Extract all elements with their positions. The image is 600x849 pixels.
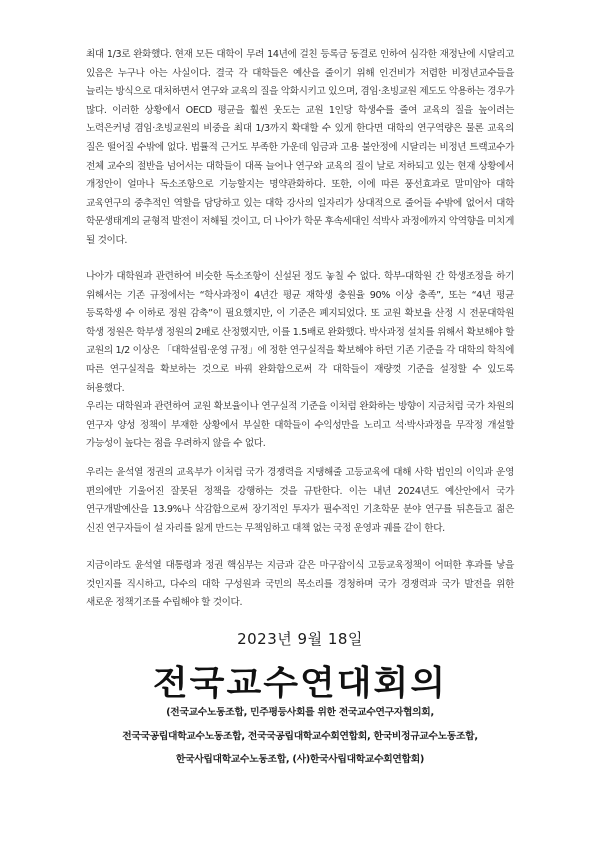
body-paragraph-5: 지금이라도 윤석열 대통령과 정권 핵심부는 지금과 같은 마구잡이식 고등교육정책이 어떠한 후과를 낳을 것인지를 직시하고, 다수의 대학 구성원과 국민의 목소리를 경청하며 국가 경쟁력과 국가 발전을 위한 새로운 정책기조를 수립해야 할 것이다.	[86, 560, 514, 609]
member-line-1: (전국교수노동조합, 민주평등사회를 위한 전국교수연구자협의회,	[166, 707, 434, 718]
organization-name: 전국교수연대회의	[152, 663, 448, 703]
body-paragraph-4: 우리는 윤석열 정권의 교육부가 이처럼 국가 경쟁력을 지탱해줄 고등교육에 대해 사학 법인의 이익과 운영 편의에만 기울어진 잘못된 정책을 강행하는 것을 규탄한다. 이는 내년 2024년도 예산안에서 국가 연구개발예산을 13.9%나 삭감함으로써 장기적인 투자가 필수적인 기초학문 분야 연구를 뒤흔들고 젊은 신진 연구자들이 설 자리를 잃게 만드는 무책임하고 대책 없는 국정 운영과 궤를 같이 한다.	[86, 467, 514, 534]
statement-date: 2023년 9월 18일	[237, 630, 363, 648]
member-organizations	[76, 701, 524, 772]
body-paragraph-3: 우리는 대학원과 관련하여 교원 확보율이나 연구실적 기준을 이처럼 완화하는 방향이 지금처럼 국가 차원의 연구자 양성 정책이 부재한 상황에서 부실한 대학들이 수익성만을 노리고 석·박사과정을 무작정 개설할 가능성이 높다는 점을 우려하지 않을 수 없다.	[86, 401, 514, 450]
body-paragraph-2: 나아가 대학원과 관련하여 비슷한 독소조항이 신설된 정도 놓칠 수 없다. 학부-대학원 간 학생조정을 하기 위해서는 기존 규정에서는 “학사과정이 4년간 평균 재학생 충원율 90% 이상 충족”, 또는 “4년 평균 등록학생 수 이하로 정원 감축”이 필요했지만, 이 기준은 폐지되었다. 또 교원 확보율 산정 시 전문대학원 학생 정원은 학부생 정원의 2배로 산정했지만, 이를 1.5배로 완화했다. 박사과정 설치를 위해서 확보해야 할 교원의 1/2 이상은 「대학설립·운영 규정」에 정한 연구실적을 확보해야 하던 기존 기준을 각 대학의 학칙에 따른 연구실적을 확보하는 것으로 바꿔 완화함으로써 각 대학들이 재량껏 기준을 설정할 수 있도록 허용했다.	[86, 271, 514, 394]
member-line-2: 전국국공립대학교수노동조합, 전국국공립대학교수회연합회, 한국비정규교수노동조합,	[122, 730, 478, 742]
body-paragraph-1: 최대 1/3로 완화했다. 현재 모든 대학이 무려 14년에 걸친 등록금 동결로 인하여 심각한 재정난에 시달리고 있음은 누구나 아는 사실이다. 결국 각 대학들은 예산을 줄이기 위해 인건비가 저렴한 비정년교수들을 늘리는 방식으로 대처하면서 연구와 교육의 질을 악화시키고 있으며, 겸임·초빙교원 제도도 악용하는 경우가 많다. 이러한 상황에서 OECD 평균을 훨씬 웃도는 교원 1인당 학생수를 줄여 교육의 질을 높이려는 노력은커녕 겸임·초빙교원의 비중을 최대 1/3까지 확대할 수 있게 한다면 대학의 연구역량은 물론 교육의 질은 떨어질 수밖에 없다. 법률적 근거도 부족한 가운데 임금과 고용 불안정에 시달리는 비정년 트랙교수가 전체 교수의 절반을 넘어서는 대학들이 대폭 늘어나 연구와 교육의 질이 날로 저하되고 있는 현재 상황에서 개정안이 얼마나 독소조항으로 기능할지는 명약관화하다. 또한, 이에 따른 풍선효과로 말미암아 대학 교육연구의 중추적인 역할을 담당하고 있는 대학 강사의 일자리가 상대적으로 줄어들 수밖에 없어서 대학 학문생태계의 균형적 발전이 저해될 것이고, 더 나아가 학문 후속세대인 석박사 과정에까지 악역향을 미치게 될 것이다.	[86, 49, 514, 246]
member-line-3: 한국사립대학교수노동조합, (사)한국사립대학교수회연합회)	[175, 754, 425, 765]
